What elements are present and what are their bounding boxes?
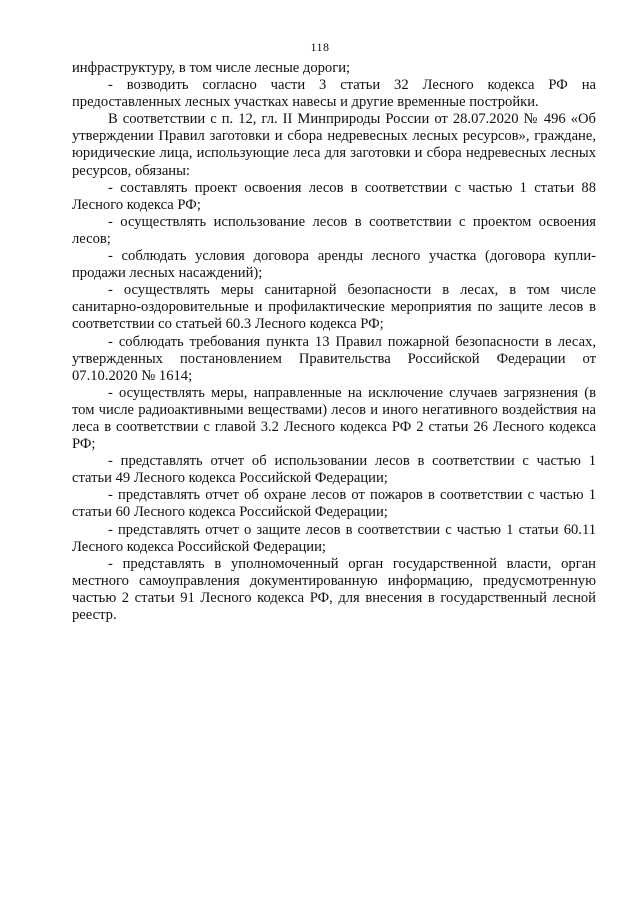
list-item-fire-safety: - соблюдать требования пункта 13 Правил пожарной безопасности в лесах, утвержденных постановлением Правительства Российской Федерации от 07.10.2020 № 1614; (72, 333, 596, 384)
list-item-usage-report: - представлять отчет об использовании лесов в соответствии с частью 1 статьи 49 Лесного кодекса Российской Федерации; (72, 453, 596, 487)
list-item-development-project: - составлять проект освоения лесов в соответствии с частью 1 статьи 88 Лесного кодекса РФ; (72, 179, 596, 213)
list-item-use-forests: - осуществлять использование лесов в соответствии с проектом освоения лесов; (72, 213, 596, 247)
paragraph-obligations-intro: В соответствии с п. 12, гл. II Минприроды России от 28.07.2020 № 496 «Об утверждении Правил заготовки и сбора недревесных лесных ресурсов», граждане, юридические лица, использующие леса для заготовки и сбора недревесных лесных ресурсов, обязаны: (72, 111, 596, 179)
list-item-fire-protection-report: - представлять отчет об охране лесов от пожаров в соответствии с частью 1 статьи 60 Лесного кодекса Российской Федерации; (72, 487, 596, 521)
list-item-sanitary-safety: - осуществлять меры санитарной безопасности в лесах, в том числе санитарно-оздоровительные и профилактические мероприятия по защите лесов в соответствии со статьей 60.3 Лесного кодекса РФ; (72, 282, 596, 333)
list-item-lease-terms: - соблюдать условия договора аренды лесного участка (договора купли-продажи лесных насаждений); (72, 248, 596, 282)
list-item-protection-report: - представлять отчет о защите лесов в соответствии с частью 1 статьи 60.11 Лесного кодекса Российской Федерации; (72, 521, 596, 555)
paragraph-continuation: инфраструктуру, в том числе лесные дороги; (72, 60, 351, 76)
list-item-build-sheds: - возводить согласно части 3 статьи 32 Лесного кодекса РФ на предоставленных лесных участках навесы и другие временные постройки. (72, 77, 596, 111)
page-number: 118 (310, 40, 330, 54)
document-body (72, 60, 596, 624)
list-item-pollution-prevention: - осуществлять меры, направленные на исключение случаев загрязнения (в том числе радиоактивными веществами) лесов и иного негативного воздействия на леса в соответствии с главой 3.2 Лесного кодекса РФ 2 статьи 26 Лесного кодекса РФ; (72, 384, 596, 453)
list-item-registry-info: - представлять в уполномоченный орган государственной власти, орган местного самоуправления документированную информацию, предусмотренную частью 2 статьи 91 Лесного кодекса РФ, для внесения в государственный лесной реестр. (72, 555, 596, 623)
